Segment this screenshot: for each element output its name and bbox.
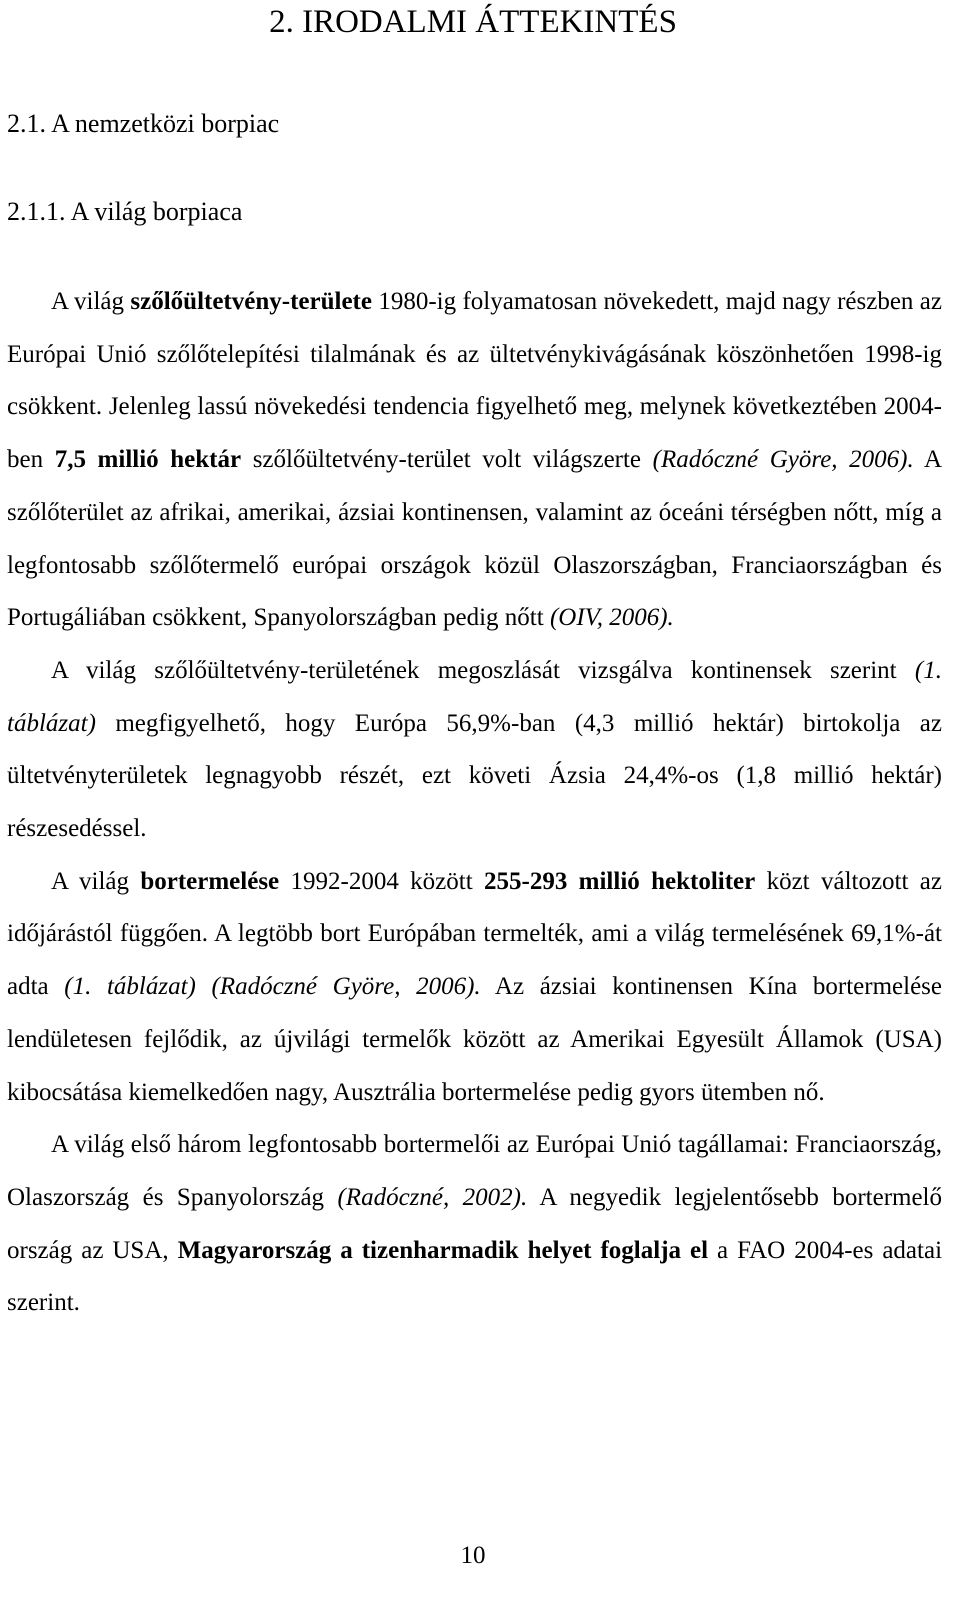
paragraph-text: 1992-2004 között	[279, 867, 484, 895]
paragraph	[7, 1119, 942, 1330]
paragraph-text: megfigyelhető, hogy Európa 56,9%-ban (4,3 millió hektár) birtokolja az ültetvényterületek legnagyobb részét, ezt követi Ázsia 24,4%-os (1,8 millió hektár) részesedéssel.	[7, 709, 942, 843]
paragraph-text-bold: szőlőültetvény-területe	[130, 288, 372, 315]
paragraph-text: szőlőültetvény-terület volt világszerte	[241, 446, 653, 474]
paragraph-text: A világ	[51, 288, 131, 315]
table-reference: (1. táblázat)	[7, 656, 942, 737]
paragraph	[7, 645, 942, 856]
paragraph-text-bold: 7,5 millió hektár	[54, 446, 242, 474]
chapter-title: 2. IRODALMI ÁTTEKINTÉS	[269, 4, 677, 40]
subsection-title: 2.1.1. A világ borpiaca	[7, 197, 243, 226]
paragraph-text: A világ szőlőültetvény-területének megoszlását vizsgálva kontinensek szerint	[51, 656, 915, 684]
paragraph-text-bold: bortermelése	[140, 867, 280, 895]
paragraph-text: a FAO 2004-es adatai szerint.	[7, 1236, 943, 1317]
paragraph-text: A negyedik legjelentősebb bortermelő ország az USA,	[7, 1183, 943, 1264]
paragraph-text: A világ első három legfontosabb bortermelői az Európai Unió tagállamai: Franciaország, Olaszország és Spanyolország	[7, 1131, 942, 1211]
body-text	[7, 276, 942, 1330]
section-title: 2.1. A nemzetközi borpiac	[7, 109, 280, 138]
page-number: 10	[460, 1542, 486, 1569]
paragraph-text: Az ázsiai kontinensen Kína bortermelése lendületesen fejlődik, az újvilági termelők között az Amerikai Egyesült Államok (USA) kibocsátása kiemelkedően nagy, Ausztrália bortermelése pedig gyors ütemben nő.	[7, 973, 943, 1106]
paragraph-text-bold: 255-293 millió hektoliter	[484, 867, 756, 895]
citation: (Radóczné Györe, 2006).	[652, 446, 914, 474]
paragraph-text: közt változott az időjárástól függően. A legtöbb bort Európában termelték, ami a világ termelésének 69,1%-át adta	[7, 867, 942, 1001]
citation: (1. táblázat) (Radóczné Györe, 2006).	[64, 973, 481, 1001]
citation: (OIV, 2006).	[549, 604, 674, 632]
paragraph	[7, 856, 942, 1120]
paragraph	[7, 276, 942, 645]
paragraph-text-bold: Magyarország a tizenharmadik helyet foglalja el	[177, 1236, 709, 1264]
paragraph-text: A szőlőterület az afrikai, amerikai, ázsiai kontinensen, valamint az óceáni térségben nőtt, míg a legfontosabb szőlőtermelő európai országok közül Olaszországban, Franciaországban és Portugáliában csökkent, Spanyolországban pedig nőtt	[7, 446, 943, 632]
paragraph-text: 1980-ig folyamatosan növekedett, majd nagy részben az Európai Unió szőlőtelepítési tilalmának és az ültetvénykivágásának köszönhetően 1998-ig csökkent. Jelenleg lassú növekedési tendencia figyelhető meg, melynek következtében 2004-ben	[7, 288, 942, 474]
paragraph-text: A világ	[51, 867, 141, 895]
citation: (Radóczné, 2002).	[337, 1183, 528, 1211]
